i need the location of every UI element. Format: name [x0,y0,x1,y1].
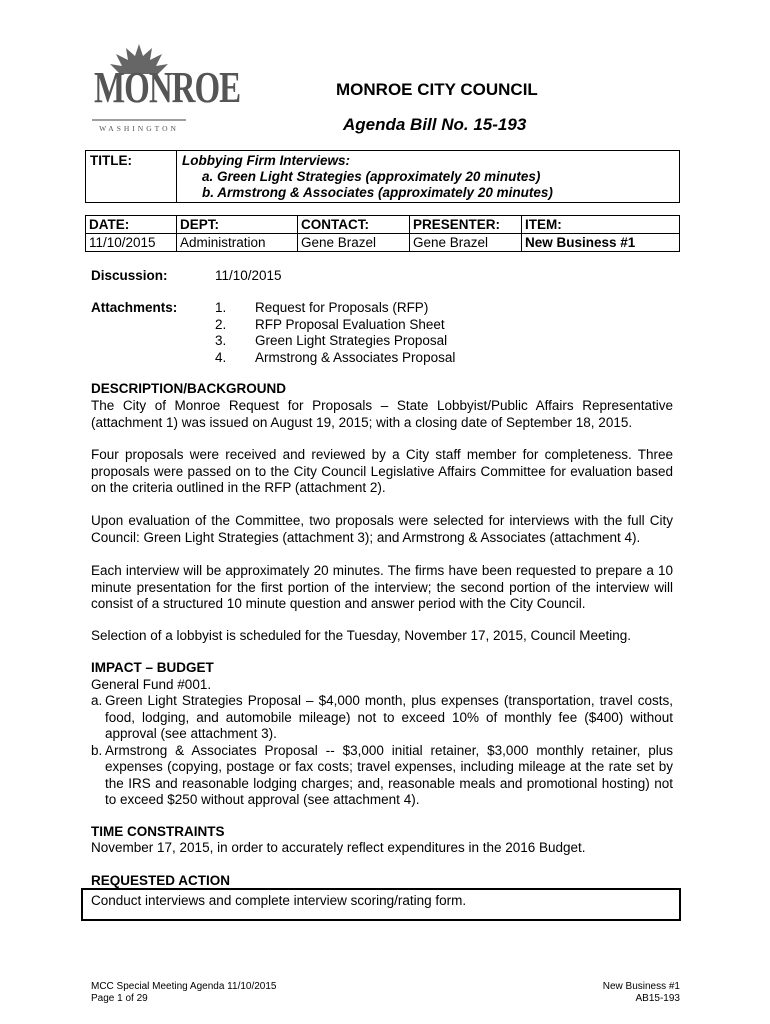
council-name: MONROE CITY COUNCIL [336,80,538,99]
discussion-value: 11/10/2015 [215,268,282,283]
title-main: Lobbying Firm Interviews: [182,153,351,168]
title-value [182,153,553,201]
meta-dept: Administration [177,234,298,252]
logo-wordmark: MONROE [94,64,241,113]
meta-header-date: DATE: [86,216,177,234]
footer-right [603,981,680,1005]
impact-item-b: b. Armstrong & Associates Proposal -- $3,000 initial retainer, $3,000 monthly retainer, plus expenses (copying, postage or fax costs; travel expenses, including mileage at the rate set by the IRS and reasonable lodging charges; and, reasonable meals and promotional hosting) not to exceed $250 without approval (see attachment 4). [91,742,673,807]
meta-header-contact: CONTACT: [298,216,410,234]
description-p3: Upon evaluation of the Committee, two proposals were selected for interviews with the full City Council: Green Light Strategies (attachment 3); and Armstrong & Associates (attachment 4). [91,513,673,545]
footer-meeting: MCC Special Meeting Agenda 11/10/2015 [91,981,277,992]
requested-action-text: Conduct interviews and complete interview scoring/rating form. [91,893,467,908]
attachment-item: 4. Armstrong & Associates Proposal [215,349,456,365]
impact-fund: General Fund #001. [91,677,212,692]
meta-presenter: Gene Brazel [410,234,522,252]
meta-header-presenter: PRESENTER: [410,216,522,234]
description-p1: The City of Monroe Request for Proposals – State Lobbyist/Public Affairs Representative (attachment 1) was issued on August 19, 2015; with a closing date of September 18, 2015. [91,398,673,430]
impact-heading: IMPACT – BUDGET [91,660,214,675]
requested-action-heading: REQUESTED ACTION [91,873,231,888]
title-item-b: b. Armstrong & Associates (approximately 20 minutes) [202,185,553,200]
description-heading: DESCRIPTION/BACKGROUND [91,381,287,396]
city-logo [88,44,241,136]
description-p4: Each interview will be approximately 20 minutes. The firms have been requested to prepare a 10 minute presentation for the first portion of the interview; the second portion of the interview will consist of a structured 10 minute question and answer period with the City Council. [91,563,673,611]
title-divider [176,151,177,202]
meta-header-dept: DEPT: [177,216,298,234]
footer-bill: AB15-193 [635,993,680,1004]
attachments-label: Attachments: [91,300,178,315]
time-constraints-text: November 17, 2015, in order to accurately reflect expenditures in the 2016 Budget. [91,840,586,855]
title-item-a: a. Green Light Strategies (approximately 20 minutes) [202,169,541,184]
meta-contact: Gene Brazel [298,234,410,252]
title-block [85,150,680,203]
title-label: TITLE: [90,153,132,168]
footer-item: New Business #1 [602,981,680,992]
meta-value-row [86,234,680,252]
agenda-bill-number: Agenda Bill No. 15-193 [343,115,527,134]
meta-header-item: ITEM: [522,216,680,234]
meta-table [85,215,680,252]
description-p5: Selection of a lobbyist is scheduled for the Tuesday, November 17, 2015, Council Meeting. [91,628,632,643]
description-p2: Four proposals were received and reviewed by a City staff member for completeness. Three proposals were passed on to the City Council Legislative Affairs Committee for evaluation based on the criteria outlined in the RFP (attachment 2). [91,447,673,495]
meta-item: New Business #1 [522,234,680,252]
time-constraints-heading: TIME CONSTRAINTS [91,824,225,839]
impact-item-a: a. Green Light Strategies Proposal – $4,000 month, plus expenses (transportation, travel costs, food, lodging, and automobile mileage) not to exceed 10% of monthly fee ($400) without approval (see attachment 3). [91,693,673,741]
meta-date: 11/10/2015 [86,234,177,252]
attachment-item: 3. Green Light Strategies Proposal [215,333,448,348]
footer-left [91,981,277,1005]
meta-header-row [86,216,680,234]
attachment-item: 1. Request for Proposals (RFP) [215,300,429,315]
attachments-list [215,300,455,366]
footer-page: Page 1 of 29 [91,993,148,1004]
discussion-label: Discussion: [91,268,168,283]
attachment-item: 2. RFP Proposal Evaluation Sheet [215,316,445,332]
logo-subtitle: WASHINGTON [99,124,179,133]
impact-list [91,693,673,809]
requested-action-box [81,888,681,921]
